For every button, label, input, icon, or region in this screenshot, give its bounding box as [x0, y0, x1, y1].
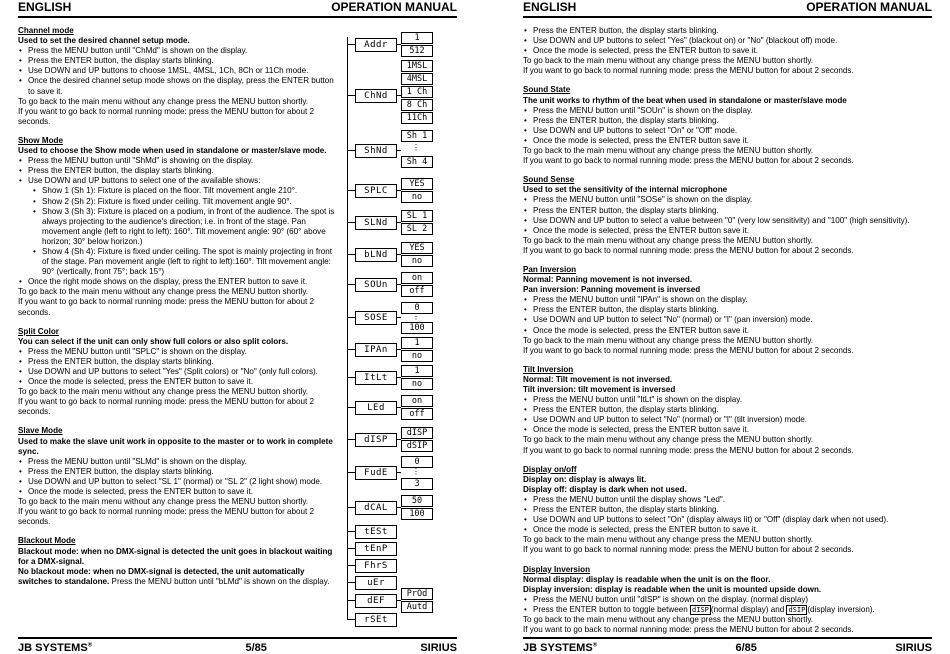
list-item: • Show 4 (Sh 4): Fixture is fixed under ceiling. The spot is mainly projecting in front of the stage. Pan movement angle (left to right to left):160°. Tilt movement angle: 90° (vertically, front 75°; back 15°) — [42, 247, 340, 277]
menu-box: SLNd — [355, 216, 397, 230]
step-list — [18, 457, 340, 497]
option-box: 11Ch — [401, 112, 433, 124]
list-item: • Press the ENTER button, the display starts blinking. — [533, 305, 933, 315]
section-subtitle: Tilt inversion: tilt movement is inversed — [523, 385, 676, 394]
list-item: • Press the ENTER button, the display starts blinking. — [533, 116, 933, 126]
section-tilt-inversion — [523, 365, 933, 456]
section-subtitle: Pan inversion: Panning movement is inversed — [523, 285, 701, 295]
registered-mark: ® — [87, 642, 93, 649]
page-footer — [18, 637, 457, 654]
section-sound-sense — [523, 175, 933, 256]
paragraph: To go back to the main menu without any change press the MENU button shortly. — [523, 335, 814, 345]
brand-text: JB SYSTEMS — [18, 642, 88, 654]
section-subtitle: Used to make the slave unit work in opposite to the master or to work in complete sync. — [18, 436, 333, 456]
footer-product: SIRIUS — [420, 642, 457, 654]
list-item: • Once the mode is selected, press the ENTER button to save it. — [28, 377, 340, 387]
option-box: 1MSL — [401, 60, 433, 72]
connector — [347, 407, 355, 408]
option-box: 1 — [401, 365, 433, 377]
option-box: 3 — [401, 478, 433, 490]
list-item: • Press the MENU button until "SOUn" is shown on the display. — [533, 106, 933, 116]
menu-box: uEr — [355, 576, 397, 590]
option-box: SL 1 — [401, 210, 433, 222]
list-item: • Show 1 (Sh 1): Fixture is placed on the floor. Tilt movement angle 210°. — [42, 186, 340, 196]
list-item: • Press the ENTER button, the display starts blinking. — [28, 357, 340, 367]
text: (display inversion). — [807, 605, 875, 615]
connector — [347, 507, 355, 508]
step-list — [523, 495, 933, 535]
list-item: • Use DOWN and UP buttons to select "On" (display always lit) or "Off" (display dark when not used). — [533, 515, 933, 525]
list-item: • Once the desired channel setup mode shows on the display, press the ENTER button to save it. — [28, 76, 340, 96]
option-box: no — [401, 191, 433, 203]
footer-brand — [523, 642, 597, 654]
section-blackout-continued — [523, 26, 933, 76]
paragraph: To go back to the main menu without any change press the MENU button shortly. — [18, 497, 309, 507]
option-box: 4MSL — [401, 73, 433, 85]
list-item: • Press the MENU button until "IPAn" is shown on the display. — [533, 295, 933, 305]
list-item: • Use DOWN and UP buttons to select "Yes" (blackout on) or "No" (blackout off) mode. — [533, 36, 933, 46]
option-box: YES — [401, 178, 433, 190]
text: Press the ENTER button to toggle between — [533, 605, 691, 615]
section-title: Pan Inversion — [523, 264, 577, 274]
section-title: Sound Sense — [523, 175, 575, 185]
section-show-mode — [18, 136, 340, 318]
right-text-column — [523, 26, 933, 635]
paragraph: If you want to go back to normal running mode: press the MENU button for about 2 seconds. — [523, 156, 854, 166]
list-item: • Press the MENU button until "ChMd" is shown on the display. — [28, 46, 340, 56]
step-list — [523, 295, 933, 335]
option-box: on — [401, 395, 433, 407]
option-box: PrOd — [401, 588, 433, 600]
paragraph: If you want to go back to normal running mode: press the MENU button for about 2 seconds. — [18, 106, 315, 126]
option-dots: ⋮ — [411, 312, 421, 322]
option-box: 50 — [401, 495, 433, 507]
section-subtitle: Display off: display is dark when not used. — [523, 484, 687, 494]
page-header — [523, 0, 932, 18]
bold-text: No blackout mode: when no DMX-signal is detected, the unit automatically switches to standalone. — [18, 566, 305, 586]
show-list — [18, 186, 340, 277]
connector — [347, 472, 355, 473]
section-subtitle: Normal: Panning movement is not inversed. — [523, 275, 693, 285]
option-box: SL 2 — [401, 223, 433, 235]
list-item: • Once the mode is selected, press the ENTER button to save it. — [533, 46, 933, 56]
connector — [347, 600, 355, 601]
list-item: • Once the mode is selected, press the ENTER button save it. — [533, 326, 933, 336]
step-list — [523, 195, 933, 235]
step-list — [523, 26, 933, 56]
list-item: • Press the ENTER button, the display starts blinking. — [533, 26, 933, 36]
option-box: 8 Ch — [401, 99, 433, 111]
option-box: 0 — [401, 302, 433, 314]
header-title: OPERATION MANUAL — [806, 0, 932, 14]
connector — [347, 377, 355, 378]
paragraph: If you want to go back to normal running mode: press the MENU button for about 2 seconds. — [523, 245, 854, 255]
text: Press the MENU button until "bLMd" is shown on the display. — [109, 576, 330, 586]
section-title: Sound State — [523, 85, 571, 95]
paragraph: If you want to go back to normal running mode: press the MENU button for about 2 seconds. — [523, 625, 854, 635]
list-item: • Use DOWN and UP button to select a value between "0" (very low sensitivity) and "100" (high sensitivity). — [533, 216, 933, 226]
section-title: Slave Mode — [18, 426, 63, 436]
option-box: 1 — [401, 32, 433, 44]
section-subtitle: You can select if the unit can only show full colors or also split colors. — [18, 336, 289, 346]
text: (normal display) and — [710, 605, 787, 615]
section-channel-mode — [18, 26, 340, 127]
menu-box: rSEt — [355, 613, 397, 627]
paragraph: To go back to the main menu without any change press the MENU button shortly. — [523, 235, 814, 245]
option-box: Autd — [401, 601, 433, 613]
list-item: • Press the ENTER button, the display starts blinking. — [28, 467, 340, 477]
list-item: • Press the MENU button until "ShMd" is showing on the display. — [28, 156, 340, 166]
paragraph: To go back to the main menu without any change press the MENU button shortly. — [523, 615, 814, 625]
menu-box: FudE — [355, 466, 397, 480]
menu-box: IPAn — [355, 343, 397, 357]
menu-box: ItLt — [355, 371, 397, 385]
section-subtitle: Blackout mode: when no DMX-signal is detected the unit goes in blackout waiting for a DMX-signal. — [18, 546, 333, 566]
connector — [347, 548, 355, 549]
paragraph: If you want to go back to normal running mode: press the MENU button for about 2 seconds. — [523, 66, 854, 76]
option-box: no — [401, 378, 433, 390]
list-item — [533, 605, 933, 615]
menu-box: FhrS — [355, 559, 397, 573]
lcd-inverted-display: dSIP — [788, 605, 806, 614]
list-item: • Use DOWN and UP buttons to choose 1MSL, 4MSL, 1Ch, 8Ch or 11Ch mode. — [28, 66, 340, 76]
list-item: • Once the mode is selected, press the ENTER button save it. — [533, 226, 933, 236]
option-box: no — [401, 350, 433, 362]
paragraph: To go back to the main menu without any change press the MENU button shortly. — [523, 56, 814, 66]
list-item: • Use DOWN and UP button to select "No" (normal) or "I" (tilt inversion) mode. — [533, 415, 933, 425]
option-box: dSIP — [401, 440, 433, 452]
paragraph: If you want to go back to normal running mode: press the MENU button for about 2 seconds. — [523, 545, 854, 555]
menu-box: bLNd — [355, 248, 397, 262]
connector — [347, 190, 355, 191]
list-item: • Press the ENTER button, the display starts blinking. — [533, 206, 933, 216]
section-subtitle: Display on: display is always lit. — [523, 474, 647, 484]
option-dots: ⋮ — [411, 143, 421, 153]
list-item: • Once the mode is selected, press the ENTER button to save it. — [28, 487, 340, 497]
page-number: 5/85 — [245, 642, 267, 654]
menu-box: LEd — [355, 401, 397, 415]
paragraph: To go back to the main menu without any change press the MENU button shortly. — [523, 435, 814, 445]
paragraph: To go back to the main menu without any change press the MENU button shortly. — [18, 287, 309, 297]
menu-box: tESt — [355, 525, 397, 539]
list-item: • Press the MENU button until "dISP" is shown on the display. (normal display) — [533, 595, 933, 605]
section-title: Channel mode — [18, 26, 74, 35]
connector — [347, 565, 355, 566]
list-item: • Press the ENTER button, the display starts blinking. — [28, 56, 340, 66]
list-item: • Show 2 (Sh 2): Fixture is fixed under ceiling. Tilt movement angle 90°. — [42, 197, 340, 207]
menu-diagram — [343, 32, 438, 627]
step-list — [523, 395, 933, 435]
list-item: • Use DOWN and UP button to select "No" (normal) or "I" (pan inversion) mode. — [533, 315, 933, 325]
list-item: • Use DOWN and UP button to select "SL 1" (normal) or "SL 2" (2 light show) mode. — [28, 477, 340, 487]
list-item: • Press the MENU button until "SPLC" is shown on the display. — [28, 347, 340, 357]
paragraph: If you want to go back to normal running mode: press the MENU button for about 2 seconds. — [18, 397, 315, 417]
menu-box: dISP — [355, 433, 397, 447]
step-list — [18, 46, 340, 96]
option-box: YES — [401, 242, 433, 254]
connector — [347, 44, 355, 45]
menu-box: dEF — [355, 594, 397, 608]
list-item: • Press the ENTER button, the display starts blinking. — [28, 166, 340, 176]
registered-mark: ® — [592, 642, 598, 649]
section-display-inversion — [523, 565, 933, 636]
connector — [347, 95, 355, 96]
option-box: Sh 4 — [401, 156, 433, 168]
list-item: • Use DOWN and UP buttons to select "Yes" (Split colors) or "No" (only full colors). — [28, 367, 340, 377]
menu-box: ChNd — [355, 89, 397, 103]
paragraph: If you want to go back to normal running mode: press the MENU button for about 2 seconds. — [18, 507, 315, 527]
section-subtitle: Normal display: display is readable when the unit is on the floor. — [523, 574, 771, 584]
paragraph — [18, 567, 340, 587]
option-box: 1 Ch — [401, 86, 433, 98]
list-item: • Once the right mode shows on the display, press the ENTER button to save it. — [28, 277, 340, 287]
option-box: no — [401, 255, 433, 267]
option-box: 0 — [401, 456, 433, 468]
option-box: on — [401, 272, 433, 284]
list-item: • Use DOWN and UP buttons to select "On" or "Off" mode. — [533, 126, 933, 136]
list-item: • Once the mode is selected, press the ENTER button to save it. — [533, 525, 933, 535]
section-subtitle: The unit works to rhythm of the beat when used in standalone or master/slave mode — [523, 95, 847, 105]
section-title: Tilt Inversion — [523, 364, 574, 374]
section-blackout-mode — [18, 536, 340, 586]
connector — [347, 619, 355, 620]
paragraph: If you want to go back to normal running mode: press the MENU button for about 2 seconds. — [18, 297, 315, 317]
list-item: • Once the mode is selected, press the ENTER button save it. — [533, 136, 933, 146]
list-item: • Press the MENU button until "SOSe" is shown on the display. — [533, 195, 933, 205]
header-language: ENGLISH — [523, 0, 577, 14]
lcd-normal-display: dISP — [692, 605, 709, 614]
menu-box: SOSE — [355, 311, 397, 325]
list-item: • Press the MENU button until the display shows "Led". — [533, 495, 933, 505]
section-subtitle: Display inversion: display is readable when the unit is mounted upside down. — [523, 584, 822, 594]
section-subtitle: Used to set the desired channel setup mode. — [18, 36, 190, 46]
option-box: 100 — [401, 322, 433, 334]
menu-box: SPLC — [355, 184, 397, 198]
list-item: • Press the MENU button until "ItLt" is shown on the display. — [533, 395, 933, 405]
paragraph: If you want to go back to normal running mode: press the MENU button for about 2 seconds. — [523, 345, 854, 355]
section-subtitle: Normal: Tilt movement is not inversed. — [523, 374, 673, 384]
header-language: ENGLISH — [18, 0, 72, 14]
section-title: Split Color — [18, 326, 59, 336]
menu-box: ShNd — [355, 144, 397, 158]
paragraph: To go back to the main menu without any change press the MENU button shortly. — [523, 146, 814, 156]
step-list — [18, 277, 340, 287]
list-item: • Show 3 (Sh 3): Fixture is placed on a podium, in front of the audience. The spot is always projecting to the audience's direction; i.e. in front of the stage. Pan movement angle (left to right to left): 160°. Tilt movement angle: 90° (60° above horizon; 30° below horizon.) — [42, 207, 340, 247]
section-slave-mode — [18, 426, 340, 527]
connector — [347, 150, 355, 151]
connector — [347, 349, 355, 350]
option-box: Sh 1 — [401, 130, 433, 142]
step-list — [18, 347, 340, 387]
option-box: 1 — [401, 337, 433, 349]
header-title: OPERATION MANUAL — [331, 0, 457, 14]
menu-box: tEnP — [355, 542, 397, 556]
step-list — [18, 156, 340, 186]
option-dots: ⋮ — [411, 467, 421, 477]
option-box: 100 — [401, 508, 433, 520]
section-title: Display Inversion — [523, 564, 591, 574]
footer-product: SIRIUS — [895, 642, 932, 654]
section-title: Display on/off — [523, 464, 577, 474]
menu-box: SOUn — [355, 278, 397, 292]
connector — [347, 582, 355, 583]
option-box: off — [401, 285, 433, 297]
option-box: dISP — [401, 427, 433, 439]
paragraph: To go back to the main menu without any change press the MENU button shortly. — [523, 535, 814, 545]
step-list — [523, 106, 933, 146]
step-list — [523, 595, 933, 615]
right-page — [475, 0, 950, 654]
paragraph: To go back to the main menu without any change press the MENU button shortly. — [18, 387, 309, 397]
left-text-column — [18, 26, 340, 587]
section-subtitle: Used to set the sensitivity of the internal microphone — [523, 185, 728, 195]
footer-brand — [18, 642, 92, 654]
connector — [347, 222, 355, 223]
section-split-color — [18, 327, 340, 418]
connector — [347, 531, 355, 532]
page-number: 6/85 — [735, 642, 757, 654]
connector — [347, 284, 355, 285]
option-box: 512 — [401, 45, 433, 57]
connector — [347, 254, 355, 255]
page-header — [18, 0, 457, 18]
menu-box: dCAL — [355, 501, 397, 515]
list-item: • Press the ENTER button, the display starts blinking. — [533, 505, 933, 515]
connector — [347, 317, 355, 318]
section-title: Blackout Mode — [18, 536, 76, 546]
list-item: • Use DOWN and UP buttons to select one of the available shows: — [28, 176, 340, 186]
page-footer — [523, 637, 932, 654]
paragraph: If you want to go back to normal running mode: press the MENU button for about 2 seconds. — [523, 445, 854, 455]
list-item: • Press the ENTER button, the display starts blinking. — [533, 405, 933, 415]
option-box: off — [401, 408, 433, 420]
list-item: • Press the MENU button until "SLMd" is shown on the display. — [28, 457, 340, 467]
connector — [347, 439, 355, 440]
section-title: Show Mode — [18, 135, 63, 145]
paragraph: To go back to the main menu without any change press the MENU button shortly. — [18, 96, 309, 106]
list-item: • Once the mode is selected, press the ENTER button save it. — [533, 425, 933, 435]
section-pan-inversion — [523, 265, 933, 356]
section-display-onoff — [523, 465, 933, 556]
section-sound-state — [523, 85, 933, 166]
brand-text: JB SYSTEMS — [523, 642, 593, 654]
section-subtitle: Used to choose the Show mode when used in standalone or master/slave mode. — [18, 146, 327, 156]
menu-box: Addr — [355, 38, 397, 52]
